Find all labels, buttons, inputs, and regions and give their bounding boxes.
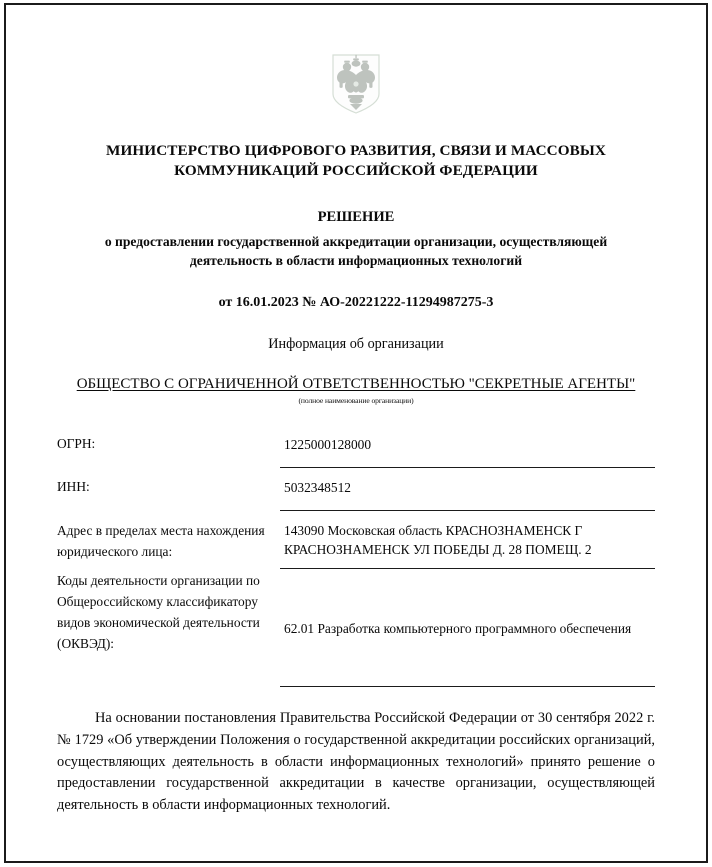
row-label-okved: Коды деятельности организации по Общероссийскому классификатору видов экономической деятельности (ОКВЭД):	[57, 572, 260, 652]
document-number: от 16.01.2023 № АО-20221222-11294987275-3	[218, 295, 494, 311]
ministry-title: МИНИСТЕРСТВО ЦИФРОВОГО РАЗВИТИЯ, СВЯЗИ И МАССОВЫХ КОММУНИКАЦИЙ РОССИЙСКОЙ ФЕДЕРАЦИИ	[106, 142, 606, 179]
row-label-ogrn: ОГРН:	[57, 436, 96, 452]
emblem-container	[57, 0, 655, 114]
table-row	[57, 424, 655, 468]
row-value-address: 143090 Московская область КРАСНОЗНАМЕНСК Г КРАСНОЗНАМЕНСК УЛ ПОБЕДЫ Д. 28 ПОМЕЩ. 2	[280, 511, 655, 569]
russian-coat-of-arms-icon	[331, 54, 381, 114]
document-type-heading: РЕШЕНИЕ	[317, 208, 395, 225]
row-value-inn: 5032348512	[280, 468, 655, 511]
table-row	[57, 468, 655, 511]
organization-info-table	[57, 424, 655, 687]
organization-name-block	[57, 375, 655, 393]
row-value-okved: 62.01 Разработка компьютерного программного обеспечения	[280, 569, 655, 687]
organization-name-caption: (полное наименование организации)	[298, 396, 414, 406]
row-value-ogrn: 1225000128000	[280, 424, 655, 468]
row-label-inn: ИНН:	[57, 478, 90, 494]
table-row	[57, 511, 655, 569]
body-paragraph: На основании постановления Правительства Российской Федерации от 30 сентября 2022 г. № 1729 «Об утверждении Положения о государственной аккредитации российских организаций, осуществляющих деятельность в области информационных технологий» принято решение о предоставлении государственной аккредитации в качестве организации, осуществляющей деятельность в области информационных технологий.	[57, 710, 655, 813]
row-label-address: Адрес в пределах места нахождения юридического лица:	[57, 522, 265, 559]
document-subtitle: о предоставлении государственной аккредитации организации, осуществляющей деятельность в области информационных технологий	[104, 234, 608, 268]
table-row	[57, 569, 655, 687]
section-title-organization-info: Информация об организации	[268, 336, 444, 353]
organization-name: ОБЩЕСТВО С ОГРАНИЧЕННОЙ ОТВЕТСТВЕННОСТЬЮ "СЕКРЕТНЫЕ АГЕНТЫ"	[76, 376, 636, 393]
